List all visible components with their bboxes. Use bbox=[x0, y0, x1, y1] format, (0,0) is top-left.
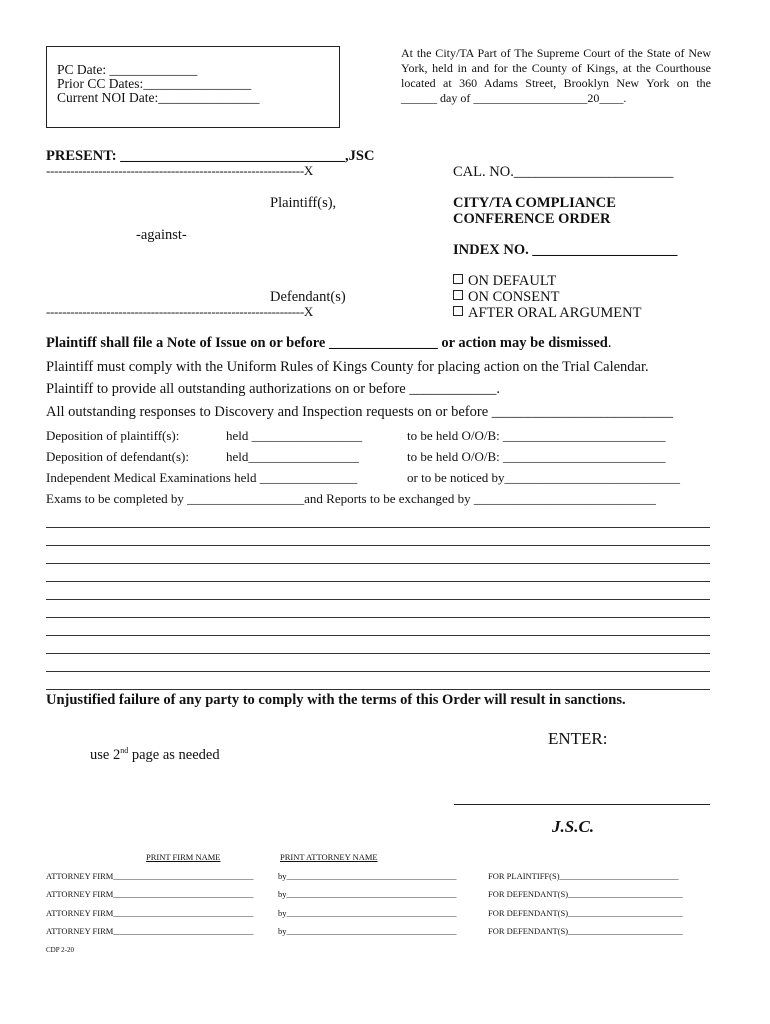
blank-line[interactable] bbox=[46, 689, 710, 690]
ime-line: Independent Medical Examinations held _______________ bbox=[46, 470, 358, 485]
defendants-label: Defendant(s) bbox=[270, 289, 346, 305]
blank-line[interactable] bbox=[46, 635, 710, 636]
option-after-oral-argument bbox=[453, 305, 641, 322]
second-page-sup: nd bbox=[120, 746, 129, 755]
against-label: -against- bbox=[136, 227, 187, 243]
blank-line[interactable] bbox=[46, 599, 710, 600]
blank-line[interactable] bbox=[46, 653, 710, 654]
attorney-name-field[interactable]: by________________________________________ bbox=[278, 908, 457, 918]
attorney-firm-field[interactable]: ATTORNEY FIRM_________________________________ bbox=[46, 908, 254, 918]
prior-cc-dates: Prior CC Dates:________________ bbox=[57, 76, 252, 91]
depo-plaintiff-held: held _________________ bbox=[226, 428, 363, 443]
attorney-firm-field[interactable]: ATTORNEY FIRM_________________________________ bbox=[46, 889, 254, 899]
jsc-label: J.S.C. bbox=[552, 817, 595, 836]
court-line-1: At the City/TA Part of The Supreme Court of the State of New bbox=[401, 46, 711, 60]
checkbox-on-default[interactable] bbox=[453, 274, 463, 284]
depo-defendant-oob: to be held O/O/B: _________________________ bbox=[407, 449, 666, 464]
cal-no: CAL. NO.______________________ bbox=[453, 164, 674, 180]
attorney-firm-field[interactable]: ATTORNEY FIRM_________________________________ bbox=[46, 871, 254, 881]
depo-defendant-held: held_________________ bbox=[226, 449, 359, 464]
form-code: CDP 2-20 bbox=[46, 946, 74, 954]
attorney-firm-field[interactable]: ATTORNEY FIRM_________________________________ bbox=[46, 926, 254, 936]
court-line-3: located at 360 Adams Street, Brooklyn New York on the bbox=[401, 76, 711, 90]
ime-notice: or to be noticed by___________________________ bbox=[407, 470, 680, 485]
option-on-default-label: ON DEFAULT bbox=[468, 273, 557, 289]
blank-line[interactable] bbox=[46, 563, 710, 564]
attorney-for-field[interactable]: FOR PLAINTIFF(S)____________________________ bbox=[488, 871, 679, 881]
blank-line[interactable] bbox=[46, 617, 710, 618]
second-page-post: page as needed bbox=[128, 746, 220, 763]
option-after-oral-argument-label: AFTER ORAL ARGUMENT bbox=[468, 305, 642, 321]
depo-plaintiff-oob: to be held O/O/B: _________________________ bbox=[407, 428, 666, 443]
exams-line: Exams to be completed by __________________and Reports to be exchanged by ____________________________ bbox=[46, 491, 656, 506]
blank-line[interactable] bbox=[46, 671, 710, 672]
current-noi-date: Current NOI Date:_______________ bbox=[57, 90, 260, 105]
order-title-line-2: CONFERENCE ORDER bbox=[453, 211, 611, 227]
attorney-for-field[interactable]: FOR DEFENDANT(S)___________________________ bbox=[488, 926, 683, 936]
caption-dash-top: ----------------------------------------------------------------X bbox=[46, 163, 313, 178]
attorney-name-field[interactable]: by________________________________________ bbox=[278, 871, 457, 881]
option-on-consent bbox=[453, 289, 559, 306]
blank-line[interactable] bbox=[46, 527, 710, 528]
second-page-pre: use 2 bbox=[90, 746, 121, 763]
order-title-line-1: CITY/TA COMPLIANCE bbox=[453, 195, 616, 211]
print-attorney-name: PRINT ATTORNEY NAME bbox=[280, 852, 378, 862]
court-line-4: ______ day of ___________________20____. bbox=[401, 91, 627, 105]
present-justice: PRESENT: _______________________________,JSC bbox=[46, 148, 375, 164]
note-of-issue-period: . bbox=[607, 335, 612, 351]
justice-signature-line[interactable] bbox=[454, 804, 710, 805]
caption-dash-bottom: ----------------------------------------------------------------X bbox=[46, 304, 313, 319]
plaintiffs-label: Plaintiff(s), bbox=[270, 195, 337, 211]
uniform-rules-line: Plaintiff must comply with the Uniform Rules of Kings County for placing action on the Trial Calendar. bbox=[46, 359, 649, 375]
attorney-for-field[interactable]: FOR DEFENDANT(S)___________________________ bbox=[488, 908, 683, 918]
print-firm-name: PRINT FIRM NAME bbox=[146, 852, 221, 862]
authorizations-line: Plaintiff to provide all outstanding authorizations on or before ____________. bbox=[46, 381, 500, 397]
date-info-box bbox=[46, 46, 340, 128]
pc-date: PC Date: _____________ bbox=[57, 62, 198, 77]
depo-defendant-label: Deposition of defendant(s): bbox=[46, 449, 189, 464]
option-on-consent-label: ON CONSENT bbox=[468, 289, 560, 305]
sanctions-warning: Unjustified failure of any party to comply with the terms of this Order will result in sanctions. bbox=[46, 692, 626, 708]
court-statement bbox=[401, 46, 711, 106]
discovery-line: All outstanding responses to Discovery and Inspection requests on or before _________________________ bbox=[46, 404, 674, 420]
checkbox-on-consent[interactable] bbox=[453, 290, 463, 300]
option-on-default bbox=[453, 273, 556, 290]
index-no: INDEX NO. ____________________ bbox=[453, 242, 678, 258]
court-line-2: York, held in and for the County of Kings, at the Courthouse bbox=[401, 61, 711, 75]
enter-label: ENTER: bbox=[548, 729, 608, 748]
attorney-name-field[interactable]: by________________________________________ bbox=[278, 889, 457, 899]
second-page-note bbox=[90, 746, 220, 764]
depo-plaintiff-label: Deposition of plaintiff(s): bbox=[46, 428, 180, 443]
checkbox-after-oral-argument[interactable] bbox=[453, 306, 463, 316]
attorney-name-field[interactable]: by________________________________________ bbox=[278, 926, 457, 936]
blank-line[interactable] bbox=[46, 545, 710, 546]
blank-line[interactable] bbox=[46, 581, 710, 582]
attorney-for-field[interactable]: FOR DEFENDANT(S)___________________________ bbox=[488, 889, 683, 899]
note-of-issue-line: Plaintiff shall file a Note of Issue on or before _______________ or action may be dismissed. bbox=[46, 335, 612, 351]
